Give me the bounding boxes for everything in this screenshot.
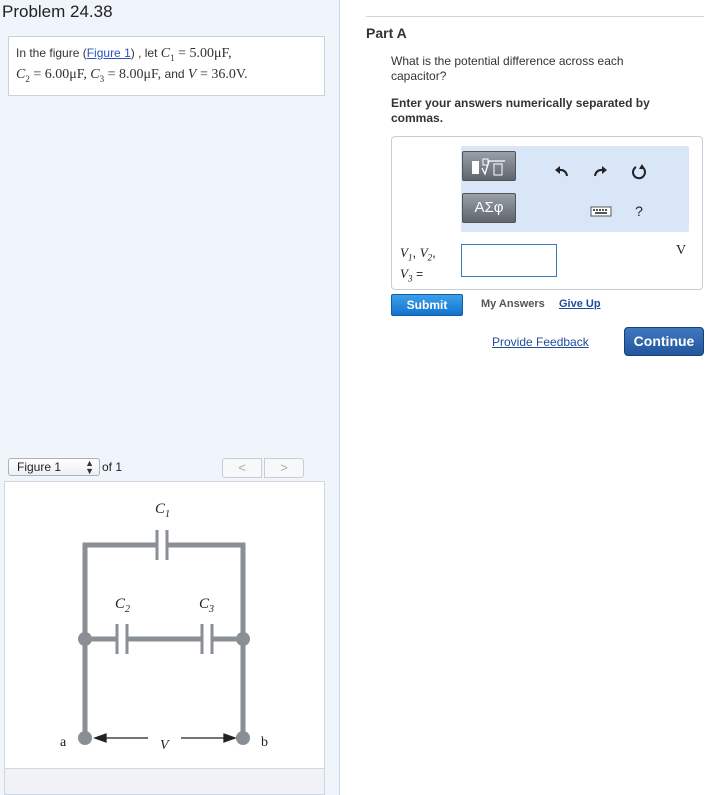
v-arrow-left-head (95, 734, 106, 742)
v-value: 36.0V. (211, 66, 248, 82)
question-text: What is the potential difference across each capacitor? (391, 54, 624, 83)
c3-value: 8.00μF, (119, 66, 162, 82)
label-c3: $C_3$ (199, 596, 215, 615)
redo-icon[interactable] (589, 161, 611, 183)
submit-button[interactable]: Submit (391, 294, 463, 316)
c1-value: 5.00μF, (189, 46, 232, 61)
figure-count: of 1 (102, 460, 123, 474)
continue-button[interactable]: Continue (624, 327, 704, 356)
figure-link[interactable]: Figure 1 (86, 46, 131, 60)
figure-toolbar (4, 456, 324, 480)
terminal-b (236, 731, 250, 745)
label-c1: $C_1$ (155, 501, 171, 520)
label-a: a (60, 735, 67, 750)
templates-button[interactable] (462, 151, 516, 181)
answer-input[interactable] (461, 244, 557, 277)
figure-footer (4, 768, 325, 795)
terminal-a (78, 731, 92, 745)
c2-equation: $C_2 = 6.00\mu F$, (16, 66, 87, 84)
templates-icon (463, 152, 517, 182)
reset-icon[interactable] (628, 161, 650, 183)
v-equation: V = 36.0V. (187, 66, 248, 82)
wire-top-left (85, 545, 156, 639)
problem-statement (8, 36, 325, 96)
symbols-button[interactable]: ΑΣφ (462, 193, 516, 223)
circuit-diagram (5, 482, 326, 772)
v-arrow-right-head (224, 734, 235, 742)
wire-top-right (168, 545, 243, 639)
label-v: V (160, 738, 169, 753)
problem-text-suffix: ) , let (130, 46, 161, 60)
provide-feedback-link[interactable]: Provide Feedback (492, 335, 589, 349)
c3-equation: $C_3 = 8.00\mu F$, (90, 66, 162, 84)
figure-frame (4, 481, 325, 771)
node-right (236, 632, 250, 646)
keyboard-icon[interactable] (590, 200, 612, 222)
label-b: b (261, 735, 268, 750)
previous-figure-button[interactable]: < (222, 458, 262, 478)
c2-value: 6.00μF, (44, 66, 87, 82)
figure-selector-value: Figure 1 (17, 460, 62, 474)
my-answers-label: My Answers (481, 298, 545, 310)
next-figure-button[interactable]: > (264, 458, 304, 478)
part-divider (366, 16, 704, 17)
give-up-link[interactable]: Give Up (559, 298, 601, 310)
node-left (78, 632, 92, 646)
and-text: and (164, 66, 185, 81)
selector-arrows-icon: ▲ ▼ (85, 458, 94, 476)
label-c2: $C_2$ (115, 596, 131, 615)
unit-label: V (676, 243, 687, 258)
part-title: Part A (366, 25, 407, 41)
answer-instructions: Enter your answers numerically separated by commas. (391, 96, 650, 125)
figure-selector[interactable] (8, 458, 100, 476)
help-button[interactable]: ? (635, 203, 643, 219)
answer-label: $V_1$, $V_2$, $V_3$ = (400, 245, 436, 284)
problem-column (0, 0, 340, 795)
problem-text-prefix: In the figure ( (16, 46, 87, 60)
problem-title: Problem 24.38 (2, 2, 113, 21)
undo-icon[interactable] (551, 161, 573, 183)
c1-equation: $C_1 = 5.00\mu F$, (160, 46, 232, 63)
